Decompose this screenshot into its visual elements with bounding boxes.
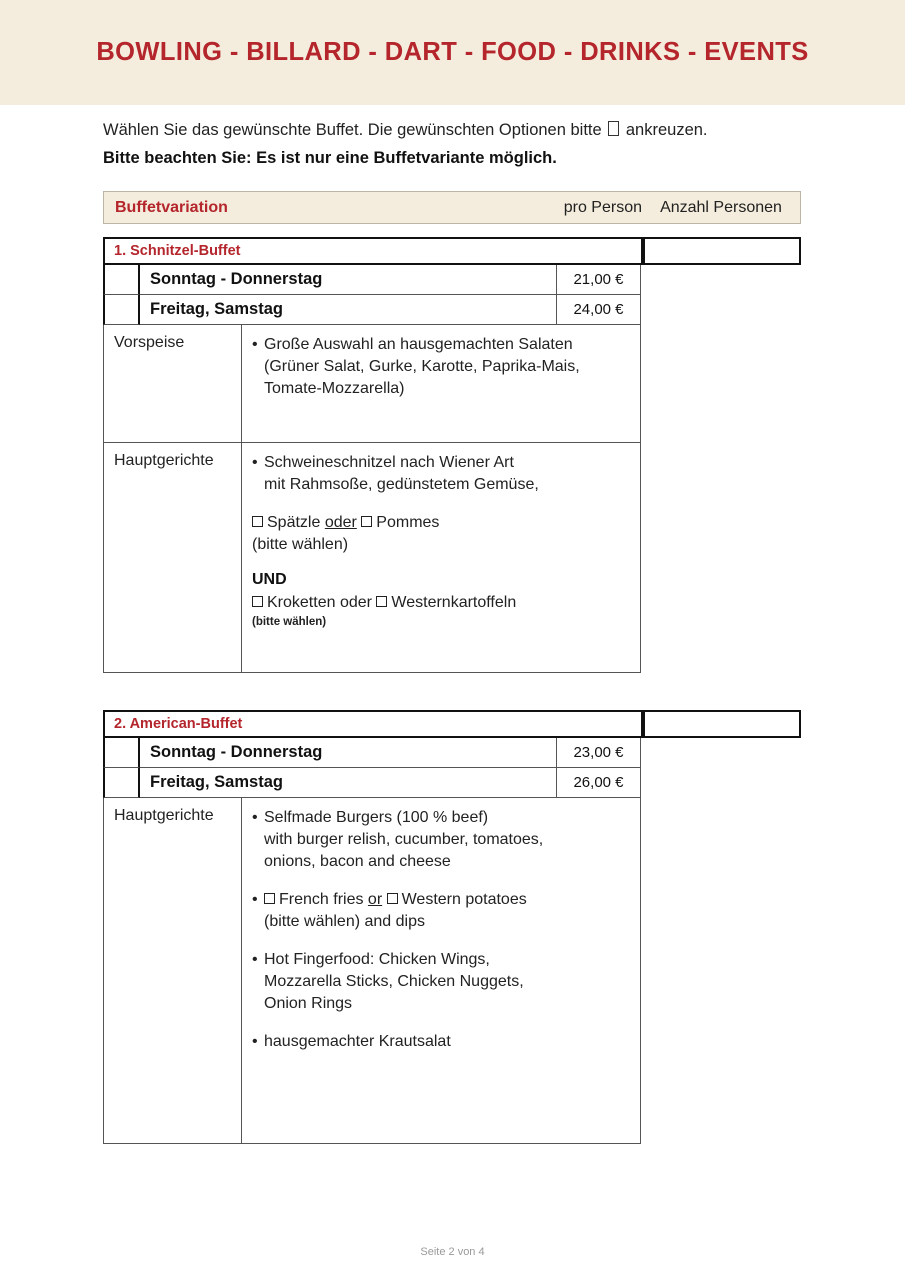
menu-bullet-item: • Schweineschnitzel nach Wiener Art [252, 452, 634, 474]
option-separator: oder [324, 514, 357, 531]
menu-choice-line [252, 889, 634, 911]
buffet-price-value: 23,00 € [556, 738, 641, 768]
buffet-title-row [103, 710, 641, 738]
menu-choice-line [252, 592, 634, 614]
option-checkbox[interactable] [361, 516, 372, 527]
column-header-anzahl-personen: Anzahl Personen [660, 198, 782, 216]
price-row [103, 768, 641, 798]
buffet-days-label: Sonntag - Donnerstag [140, 265, 556, 295]
intro-line-1 [103, 118, 803, 142]
option-label: French fries [279, 891, 368, 908]
option-label: Spätzle [267, 514, 325, 531]
buffet-block [103, 710, 641, 1144]
intro-line-2: Bitte beachten Sie: Es ist nur eine Buffetvariante möglich. [103, 149, 557, 167]
buffet-section-label: Hauptgerichte [104, 443, 242, 672]
anzahl-personen-input[interactable] [643, 710, 801, 738]
menu-hint-line: (bitte wählen) [252, 536, 349, 553]
buffet-day-checkbox[interactable] [103, 295, 140, 325]
price-row [103, 265, 641, 295]
option-checkbox[interactable] [264, 893, 275, 904]
option-checkbox[interactable] [376, 596, 387, 607]
menu-continuation-line: Onion Rings [264, 995, 353, 1012]
buffet-title-box [103, 710, 643, 738]
page-number-label: Seite 2 von 4 [420, 1246, 485, 1258]
option-checkbox[interactable] [387, 893, 398, 904]
intro-line-1-after: ankreuzen. [625, 121, 708, 139]
option-label: Kroketten [267, 594, 340, 611]
buffet-title-row [103, 237, 641, 265]
option-separator: or [367, 891, 383, 908]
menu-continuation-line: mit Rahmsoße, gedünstetem Gemüse, [264, 476, 539, 493]
page-title: BOWLING - BILLARD - DART - FOOD - DRINKS - EVENTS [96, 38, 809, 66]
menu-continuation-line: with burger relish, cucumber, tomatoes, [264, 831, 544, 848]
buffet-section-label: Hauptgerichte [104, 798, 242, 1143]
buffet-day-checkbox[interactable] [103, 768, 140, 798]
spacer [252, 1015, 634, 1031]
buffet-section-row [103, 325, 641, 443]
buffet-block [103, 237, 641, 673]
buffet-section-content [242, 798, 640, 1143]
buffet-price-value: 21,00 € [556, 265, 641, 295]
menu-continuation-line: Tomate-Mozzarella) [264, 380, 405, 397]
buffet-section-content [242, 443, 640, 672]
buffet-price-value: 26,00 € [556, 768, 641, 798]
price-row [103, 295, 641, 325]
missing-glyph-box-icon [608, 121, 619, 136]
buffet-days-label: Sonntag - Donnerstag [140, 738, 556, 768]
menu-continuation-line: (Grüner Salat, Gurke, Karotte, Paprika-Mais, [264, 358, 580, 375]
page-footer [0, 1246, 905, 1258]
option-label: Western potatoes [401, 891, 527, 908]
buffet-section-label: Vorspeise [104, 325, 242, 442]
option-checkbox[interactable] [252, 596, 263, 607]
buffet-days-label: Freitag, Samstag [140, 768, 556, 798]
menu-continuation-line: (bitte wählen) and dips [264, 913, 425, 930]
menu-bullet-item: • Selfmade Burgers (100 % beef) [252, 807, 634, 829]
menu-bullet-item: • Hot Fingerfood: Chicken Wings, [252, 949, 634, 971]
anzahl-personen-input[interactable] [643, 237, 801, 265]
intro-text [103, 118, 803, 170]
menu-conjunction-label: UND [252, 571, 287, 588]
column-header-pro-person: pro Person [563, 198, 642, 216]
option-checkbox[interactable] [252, 516, 263, 527]
buffet-title-box [103, 237, 643, 265]
menu-hint-small: (bitte wählen) [252, 616, 327, 628]
menu-continuation-line: Mozzarella Sticks, Chicken Nuggets, [264, 973, 524, 990]
option-label: Pommes [376, 514, 440, 531]
menu-bullet-item: • Große Auswahl an hausgemachten Salaten [252, 334, 634, 356]
buffet-days-label: Freitag, Samstag [140, 295, 556, 325]
option-label: Westernkartoffeln [391, 594, 517, 611]
intro-line-1-before: Wählen Sie das gewünschte Buffet. Die gewünschten Optionen bitte [103, 121, 602, 139]
buffet-section-row [103, 798, 641, 1144]
buffet-section-content [242, 325, 640, 442]
buffet-title: 1. Schnitzel-Buffet [114, 243, 241, 259]
option-separator: oder [339, 594, 372, 611]
buffet-section-row [103, 443, 641, 673]
column-header-buffetvariation: Buffetvariation [115, 198, 228, 216]
spacer [252, 496, 634, 512]
buffet-title: 2. American-Buffet [114, 716, 243, 732]
menu-choice-line [252, 512, 634, 534]
spacer [252, 873, 634, 889]
buffet-day-checkbox[interactable] [103, 265, 140, 295]
menu-bullet-item: • hausgemachter Krautsalat [252, 1031, 634, 1053]
header-band [0, 0, 905, 105]
spacer [252, 556, 634, 568]
menu-continuation-line: onions, bacon and cheese [264, 853, 451, 870]
price-row [103, 738, 641, 768]
spacer [252, 933, 634, 949]
buffet-price-value: 24,00 € [556, 295, 641, 325]
buffet-day-checkbox[interactable] [103, 738, 140, 768]
table-column-header [103, 191, 801, 224]
